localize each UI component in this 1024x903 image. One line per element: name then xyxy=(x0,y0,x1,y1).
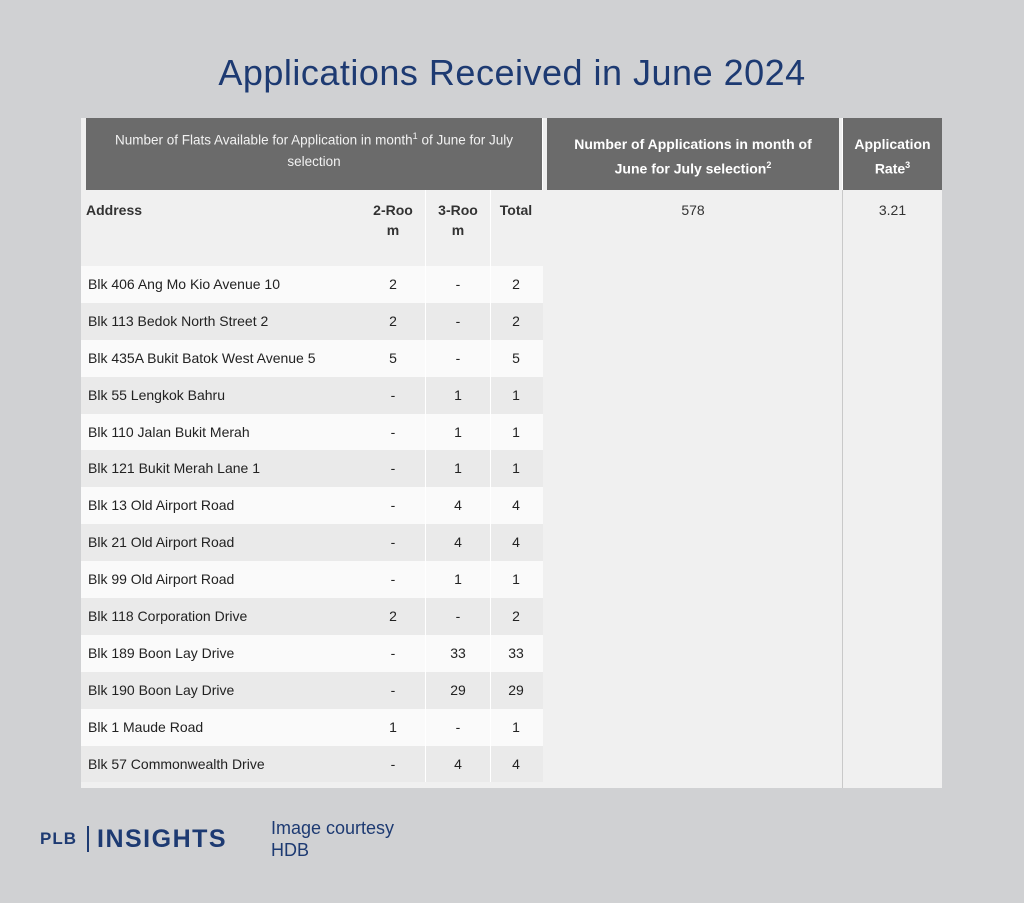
cell-total: 33 xyxy=(508,644,524,661)
table-row xyxy=(81,635,543,672)
cell-divider xyxy=(490,450,491,487)
cell-2-room: 2 xyxy=(389,312,397,329)
cell-3-room: 1 xyxy=(454,460,462,477)
cell-2-room: 1 xyxy=(389,718,397,735)
cell-divider xyxy=(490,672,491,709)
header-divider xyxy=(542,118,543,190)
cell-address: Blk 435A Bukit Batok West Avenue 5 xyxy=(88,349,316,366)
table-row xyxy=(81,266,543,303)
header-flats-available xyxy=(86,118,542,190)
courtesy-line: Image courtesy xyxy=(271,818,395,838)
plb-insights-logo xyxy=(40,825,227,853)
column-header-2-room: 2-Room xyxy=(373,202,413,238)
cell-2-room: - xyxy=(390,534,396,551)
cell-2-room: - xyxy=(390,386,396,403)
cell-3-room: 33 xyxy=(450,644,466,661)
column-header-address: Address xyxy=(86,202,143,218)
cell-total: 29 xyxy=(508,681,524,698)
header-rate-text: Application Rate xyxy=(854,136,931,177)
cell-2-room: 2 xyxy=(389,608,397,625)
cell-2-room: 5 xyxy=(389,349,397,366)
cell-address: Blk 190 Boon Lay Drive xyxy=(88,681,235,698)
cell-3-room: - xyxy=(455,718,461,735)
cell-divider xyxy=(490,598,491,635)
logo-divider xyxy=(87,826,89,852)
header-flats-available-text-end: of June for July selection xyxy=(287,132,513,169)
cell-total: 1 xyxy=(512,460,520,477)
cell-divider xyxy=(425,303,426,340)
cell-divider xyxy=(490,709,491,746)
table-row xyxy=(81,672,543,709)
cell-address: Blk 118 Corporation Drive xyxy=(88,608,248,625)
footnote-marker: 1 xyxy=(412,131,418,141)
cell-2-room: 2 xyxy=(389,276,397,292)
cell-total: 5 xyxy=(512,349,520,366)
cell-3-room: 4 xyxy=(454,534,462,551)
column-header-total: Total xyxy=(499,202,533,218)
footnote-marker: 3 xyxy=(905,160,911,170)
cell-address: Blk 99 Old Airport Road xyxy=(88,571,235,588)
page-title: Applications Received in June 2024 xyxy=(218,52,806,93)
image-courtesy xyxy=(271,817,394,861)
cell-3-room: 1 xyxy=(454,571,462,588)
header-application-rate xyxy=(843,118,942,190)
cell-total: 2 xyxy=(512,276,520,292)
cell-2-room: - xyxy=(390,681,396,698)
cell-total: 4 xyxy=(512,497,520,514)
table-row xyxy=(81,746,543,783)
cell-address: Blk 21 Old Airport Road xyxy=(88,534,235,551)
cell-3-room: 29 xyxy=(450,681,466,698)
cell-3-room: 4 xyxy=(454,755,462,772)
table-row xyxy=(81,450,543,487)
applications-value: 578 xyxy=(681,202,705,218)
header-flats-available-text: Number of Flats Available for Application in month xyxy=(115,132,413,148)
cell-divider xyxy=(490,524,491,561)
cell-divider xyxy=(490,487,491,524)
cell-2-room: - xyxy=(390,423,396,440)
cell-divider xyxy=(425,746,426,783)
table-row xyxy=(81,598,543,635)
cell-2-room: - xyxy=(390,755,396,772)
cell-total: 2 xyxy=(512,608,520,625)
cell-divider xyxy=(425,487,426,524)
table-row xyxy=(81,709,543,746)
application-rate-value: 3.21 xyxy=(878,202,907,218)
cell-address: Blk 1 Maude Road xyxy=(88,718,204,735)
cell-divider xyxy=(425,450,426,487)
cell-2-room: - xyxy=(390,460,396,477)
table-row xyxy=(81,561,543,598)
column-divider xyxy=(842,190,843,788)
cell-divider xyxy=(425,598,426,635)
column-header-3-room: 3-Room xyxy=(438,202,478,238)
table-row xyxy=(81,377,543,414)
header-applications-text: Number of Applications in month of June for July selection xyxy=(574,136,812,177)
cell-address: Blk 110 Jalan Bukit Merah xyxy=(88,423,250,440)
cell-divider xyxy=(490,266,491,303)
cell-divider xyxy=(425,377,426,414)
cell-divider xyxy=(490,635,491,672)
cell-divider xyxy=(490,303,491,340)
cell-3-room: 1 xyxy=(454,386,462,403)
cell-total: 1 xyxy=(512,718,520,735)
footnote-marker: 2 xyxy=(766,160,772,170)
cell-divider xyxy=(425,340,426,377)
cell-divider xyxy=(425,524,426,561)
cell-total: 1 xyxy=(512,423,520,440)
applications-table xyxy=(81,118,942,788)
cell-address: Blk 13 Old Airport Road xyxy=(88,497,235,514)
table-row xyxy=(81,303,543,340)
courtesy-source: HDB xyxy=(271,840,310,860)
cell-total: 1 xyxy=(512,386,520,403)
cell-3-room: - xyxy=(455,276,461,292)
cell-2-room: - xyxy=(390,497,396,514)
cell-total: 1 xyxy=(512,571,520,588)
cell-total: 4 xyxy=(512,755,520,772)
cell-divider xyxy=(490,340,491,377)
cell-divider xyxy=(425,414,426,451)
cell-divider xyxy=(490,561,491,598)
cell-divider xyxy=(425,635,426,672)
cell-total: 4 xyxy=(512,534,520,551)
cell-divider xyxy=(490,746,491,783)
header-applications xyxy=(547,118,839,190)
cell-address: Blk 113 Bedok North Street 2 xyxy=(88,312,269,329)
cell-3-room: 1 xyxy=(454,423,462,440)
cell-divider xyxy=(425,672,426,709)
cell-address: Blk 57 Commonwealth Drive xyxy=(88,755,265,772)
table-row xyxy=(81,524,543,561)
cell-address: Blk 121 Bukit Merah Lane 1 xyxy=(88,460,260,477)
subheader-divider xyxy=(490,190,491,266)
cell-address: Blk 406 Ang Mo Kio Avenue 10 xyxy=(88,276,280,292)
cell-3-room: 4 xyxy=(454,497,462,514)
table-row xyxy=(81,487,543,524)
table-rows xyxy=(81,266,543,782)
cell-address: Blk 55 Lengkok Bahru xyxy=(88,386,225,403)
cell-3-room: - xyxy=(455,608,461,625)
table-row xyxy=(81,414,543,451)
cell-divider xyxy=(425,266,426,303)
logo-plb-text: PLB xyxy=(40,829,77,848)
logo-insights-text: INSIGHTS xyxy=(97,824,228,853)
cell-divider xyxy=(425,561,426,598)
cell-address: Blk 189 Boon Lay Drive xyxy=(88,644,235,661)
cell-total: 2 xyxy=(512,312,520,329)
cell-2-room: - xyxy=(390,571,396,588)
cell-divider xyxy=(425,709,426,746)
cell-2-room: - xyxy=(390,644,396,661)
cell-divider xyxy=(490,377,491,414)
subheader-divider xyxy=(425,190,426,266)
cell-divider xyxy=(490,414,491,451)
table-row xyxy=(81,340,543,377)
cell-3-room: - xyxy=(455,349,461,366)
cell-3-room: - xyxy=(455,312,461,329)
